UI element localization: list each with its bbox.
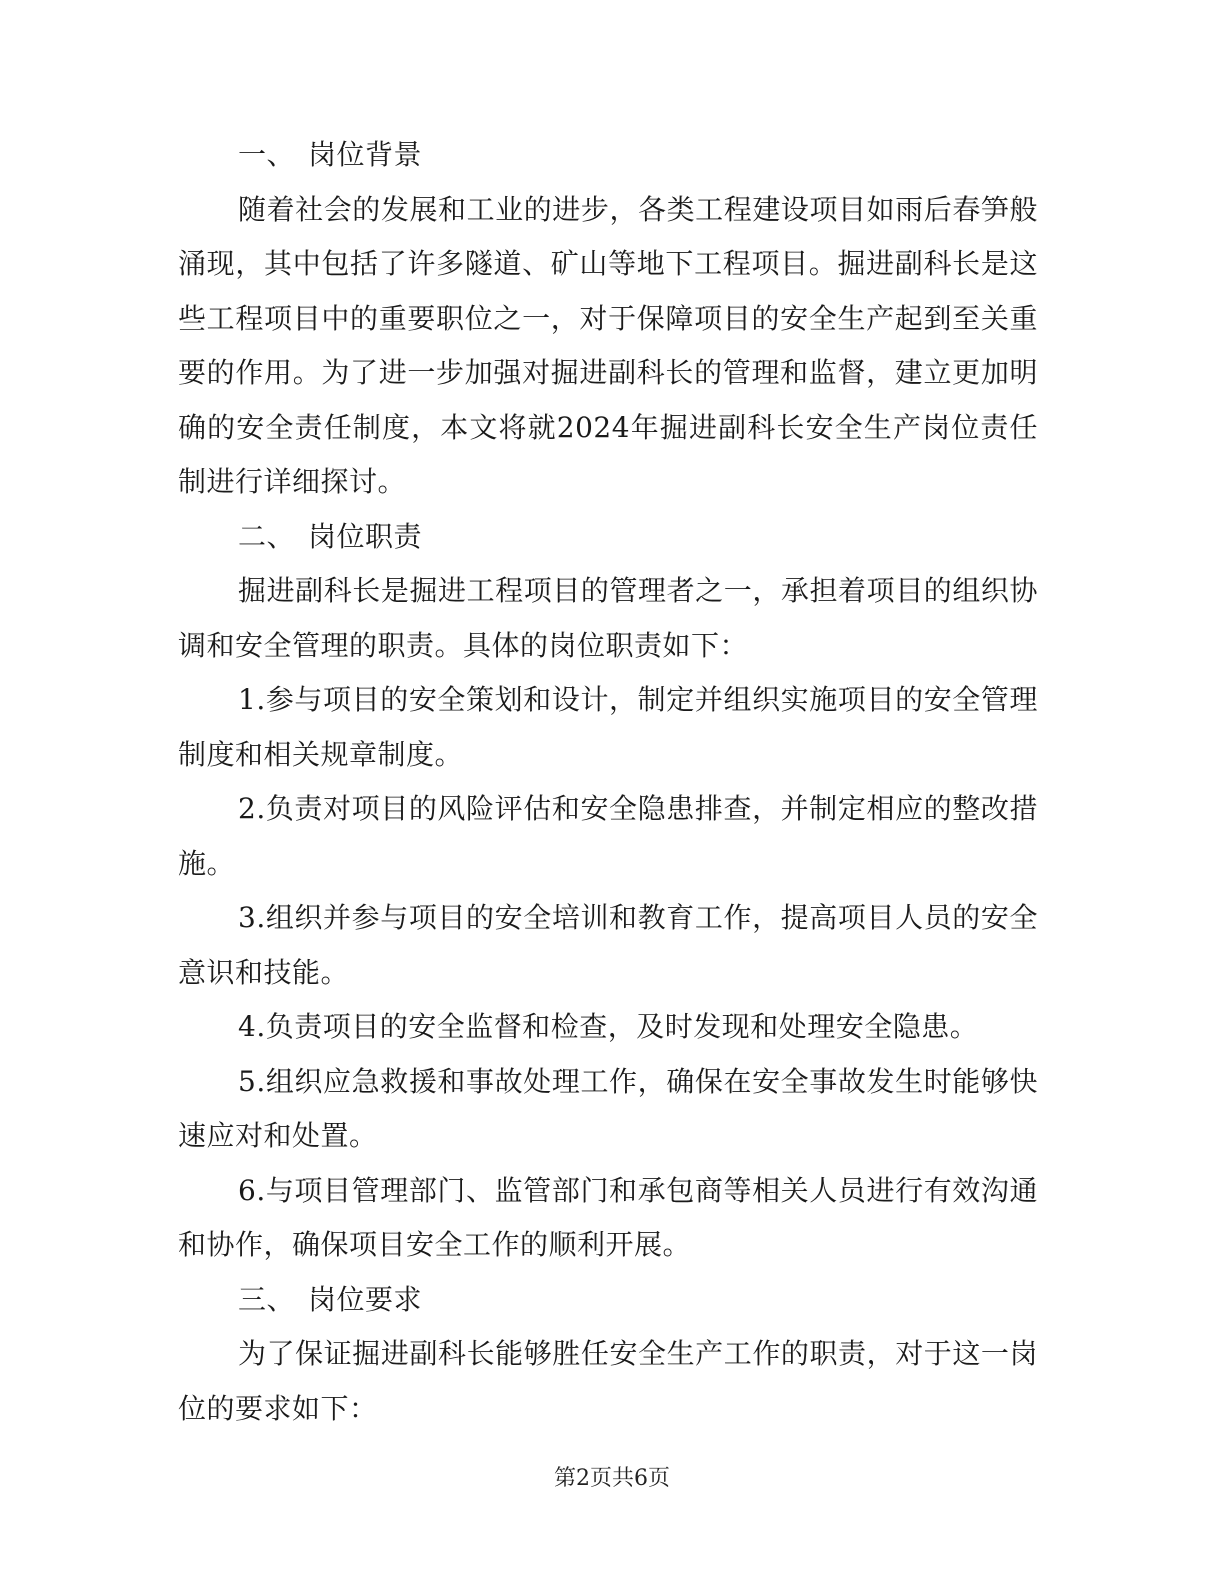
paragraph: 掘进副科长是掘进工程项目的管理者之一，承担着项目的组织协调和安全管理的职责。具体的岗位职责如下： <box>178 574 1038 662</box>
section-title: 岗位职责 <box>308 519 423 553</box>
section-number: 三、 <box>238 1282 296 1316</box>
section-title: 岗位要求 <box>308 1282 423 1316</box>
list-item: 5.组织应急救援和事故处理工作，确保在安全事故发生时能够快速应对和处置。 <box>178 1064 1038 1152</box>
section-heading-requirements <box>178 1273 1038 1328</box>
paragraph: 随着社会的发展和工业的进步，各类工程建设项目如雨后春笋般涌现，其中包括了许多隧道、矿山等地下工程项目。掘进副科长是这些工程项目中的重要职位之一，对于保障项目的安全生产起到至关重要的作用。为了进一步加强对掘进副科长的管理和监督，建立更加明确的安全责任制度，本文将就2024年掘进副科长安全生产岗位责任制进行详细探讨。 <box>178 192 1038 498</box>
section-title: 岗位背景 <box>308 138 423 171</box>
page-number-footer: 第2页共6页 <box>554 1466 670 1491</box>
section-number: 一、 <box>238 138 296 171</box>
section-heading-background <box>178 128 1038 183</box>
list-item: 6.与项目管理部门、监管部门和承包商等相关人员进行有效沟通和协作，确保项目安全工作的顺利开展。 <box>178 1173 1038 1261</box>
list-item: 1.参与项目的安全策划和设计，制定并组织实施项目的安全管理制度和相关规章制度。 <box>178 683 1038 771</box>
section-heading-duties <box>178 510 1038 565</box>
list-item: 3.组织并参与项目的安全培训和教育工作，提高项目人员的安全意识和技能。 <box>178 901 1038 989</box>
document-body <box>178 128 1038 1436</box>
list-item: 4.负责项目的安全监督和检查，及时发现和处理安全隐患。 <box>238 1010 979 1043</box>
list-item: 2.负责对项目的风险评估和安全隐患排查，并制定相应的整改措施。 <box>178 792 1038 880</box>
paragraph: 为了保证掘进副科长能够胜任安全生产工作的职责，对于这一岗位的要求如下： <box>178 1337 1038 1425</box>
section-number: 二、 <box>238 519 296 553</box>
